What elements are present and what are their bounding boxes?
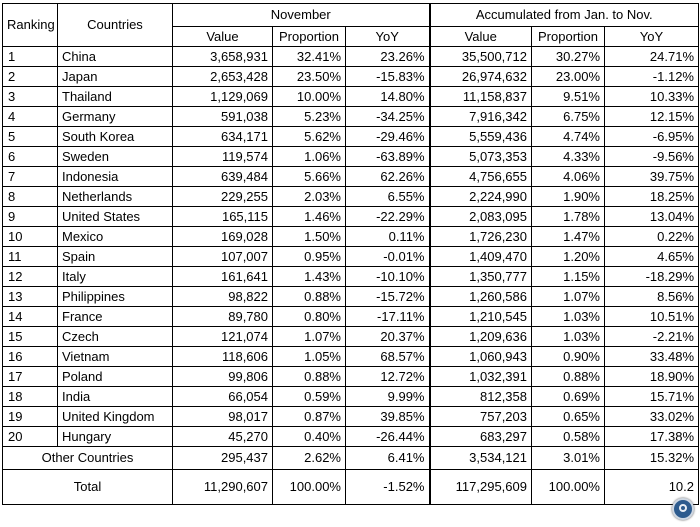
- cell-nov-value: 2,653,428: [173, 67, 273, 87]
- sales-ranking-table: [2, 3, 699, 505]
- header-ranking: Ranking: [3, 4, 58, 47]
- table-body: [3, 47, 699, 447]
- cell-nov-yoy: -10.10%: [346, 267, 430, 287]
- cell-acc-yoy: 15.71%: [605, 387, 699, 407]
- cell-nov-value: 3,658,931: [173, 47, 273, 67]
- cell-acc-value: 4,756,655: [430, 167, 532, 187]
- cell-rank: 9: [3, 207, 58, 227]
- cell-country: France: [58, 307, 173, 327]
- cell-nov-value: 591,038: [173, 107, 273, 127]
- cell-acc-proportion: 1.47%: [532, 227, 605, 247]
- other-label: Other Countries: [3, 447, 173, 470]
- cell-country: Philippines: [58, 287, 173, 307]
- cell-acc-yoy: -18.29%: [605, 267, 699, 287]
- cell-nov-value: 98,017: [173, 407, 273, 427]
- cell-nov-proportion: 0.40%: [273, 427, 346, 447]
- table-row: [3, 247, 699, 267]
- cell-acc-proportion: 4.06%: [532, 167, 605, 187]
- total-nov-value: 11,290,607: [173, 470, 273, 505]
- cell-acc-value: 757,203: [430, 407, 532, 427]
- header-nov-yoy: YoY: [346, 27, 430, 47]
- cell-nov-yoy: 9.99%: [346, 387, 430, 407]
- cell-rank: 16: [3, 347, 58, 367]
- cell-country: Vietnam: [58, 347, 173, 367]
- header-row-top: [3, 4, 699, 27]
- cell-nov-proportion: 1.05%: [273, 347, 346, 367]
- table-row: [3, 347, 699, 367]
- cell-acc-yoy: -6.95%: [605, 127, 699, 147]
- other-nov-yoy: 6.41%: [346, 447, 430, 470]
- cell-nov-value: 229,255: [173, 187, 273, 207]
- cell-acc-value: 1,032,391: [430, 367, 532, 387]
- cell-nov-value: 161,641: [173, 267, 273, 287]
- cell-acc-proportion: 0.65%: [532, 407, 605, 427]
- cell-country: Indonesia: [58, 167, 173, 187]
- cell-acc-value: 11,158,837: [430, 87, 532, 107]
- cell-acc-proportion: 4.33%: [532, 147, 605, 167]
- cell-rank: 3: [3, 87, 58, 107]
- total-acc-yoy: 10.2: [605, 470, 699, 505]
- cell-nov-value: 639,484: [173, 167, 273, 187]
- cell-country: Germany: [58, 107, 173, 127]
- cell-nov-yoy: 68.57%: [346, 347, 430, 367]
- cell-acc-proportion: 0.58%: [532, 427, 605, 447]
- cell-country: United States: [58, 207, 173, 227]
- cell-nov-proportion: 1.50%: [273, 227, 346, 247]
- cell-acc-yoy: 33.48%: [605, 347, 699, 367]
- cell-acc-yoy: 10.33%: [605, 87, 699, 107]
- table-row: [3, 407, 699, 427]
- cell-nov-value: 118,606: [173, 347, 273, 367]
- cell-country: Thailand: [58, 87, 173, 107]
- cell-rank: 10: [3, 227, 58, 247]
- cell-nov-yoy: -34.25%: [346, 107, 430, 127]
- cell-nov-proportion: 0.87%: [273, 407, 346, 427]
- cell-acc-value: 683,297: [430, 427, 532, 447]
- cell-nov-value: 98,822: [173, 287, 273, 307]
- cell-nov-value: 45,270: [173, 427, 273, 447]
- cell-acc-yoy: -9.56%: [605, 147, 699, 167]
- cell-acc-proportion: 4.74%: [532, 127, 605, 147]
- cell-country: Czech: [58, 327, 173, 347]
- total-nov-yoy: -1.52%: [346, 470, 430, 505]
- table-row: [3, 67, 699, 87]
- cell-country: Spain: [58, 247, 173, 267]
- cell-nov-value: 634,171: [173, 127, 273, 147]
- cell-acc-proportion: 1.03%: [532, 307, 605, 327]
- cell-rank: 19: [3, 407, 58, 427]
- header-acc-value: Value: [430, 27, 532, 47]
- table-row: [3, 47, 699, 67]
- cell-nov-yoy: -63.89%: [346, 147, 430, 167]
- cell-nov-proportion: 1.07%: [273, 327, 346, 347]
- header-acc-yoy: YoY: [605, 27, 699, 47]
- cell-nov-proportion: 0.88%: [273, 367, 346, 387]
- total-nov-proportion: 100.00%: [273, 470, 346, 505]
- cell-rank: 14: [3, 307, 58, 327]
- cell-nov-yoy: -22.29%: [346, 207, 430, 227]
- table-row: [3, 127, 699, 147]
- table-row: [3, 227, 699, 247]
- table-row: [3, 167, 699, 187]
- table-row: [3, 307, 699, 327]
- cell-rank: 12: [3, 267, 58, 287]
- cell-acc-yoy: 0.22%: [605, 227, 699, 247]
- total-label: Total: [3, 470, 173, 505]
- cell-acc-proportion: 1.78%: [532, 207, 605, 227]
- cell-country: Mexico: [58, 227, 173, 247]
- cell-nov-yoy: 6.55%: [346, 187, 430, 207]
- cell-nov-yoy: -17.11%: [346, 307, 430, 327]
- cell-acc-value: 2,224,990: [430, 187, 532, 207]
- cell-acc-yoy: 17.38%: [605, 427, 699, 447]
- cell-country: Netherlands: [58, 187, 173, 207]
- cell-acc-proportion: 1.03%: [532, 327, 605, 347]
- cell-nov-proportion: 32.41%: [273, 47, 346, 67]
- cell-nov-yoy: -15.83%: [346, 67, 430, 87]
- cell-acc-value: 1,726,230: [430, 227, 532, 247]
- table-row: [3, 267, 699, 287]
- cell-rank: 20: [3, 427, 58, 447]
- other-countries-row: [3, 447, 699, 470]
- cell-nov-value: 1,129,069: [173, 87, 273, 107]
- table-row: [3, 427, 699, 447]
- cell-acc-value: 26,974,632: [430, 67, 532, 87]
- cell-rank: 15: [3, 327, 58, 347]
- cell-acc-yoy: 10.51%: [605, 307, 699, 327]
- cell-nov-proportion: 5.62%: [273, 127, 346, 147]
- cell-acc-value: 1,210,545: [430, 307, 532, 327]
- cell-country: Italy: [58, 267, 173, 287]
- other-acc-proportion: 3.01%: [532, 447, 605, 470]
- cell-nov-yoy: -26.44%: [346, 427, 430, 447]
- cell-country: Hungary: [58, 427, 173, 447]
- cell-rank: 7: [3, 167, 58, 187]
- cell-nov-value: 165,115: [173, 207, 273, 227]
- cell-rank: 5: [3, 127, 58, 147]
- cell-acc-yoy: 13.04%: [605, 207, 699, 227]
- cell-nov-value: 66,054: [173, 387, 273, 407]
- cell-acc-proportion: 0.90%: [532, 347, 605, 367]
- table-row: [3, 287, 699, 307]
- cell-nov-value: 119,574: [173, 147, 273, 167]
- cell-acc-proportion: 6.75%: [532, 107, 605, 127]
- total-acc-proportion: 100.00%: [532, 470, 605, 505]
- cell-rank: 18: [3, 387, 58, 407]
- cell-nov-yoy: 62.26%: [346, 167, 430, 187]
- cell-acc-value: 2,083,095: [430, 207, 532, 227]
- cell-acc-value: 1,209,636: [430, 327, 532, 347]
- cell-nov-proportion: 5.66%: [273, 167, 346, 187]
- cell-acc-yoy: -2.21%: [605, 327, 699, 347]
- table-row: [3, 187, 699, 207]
- cell-acc-value: 1,409,470: [430, 247, 532, 267]
- cell-acc-proportion: 30.27%: [532, 47, 605, 67]
- table-row: [3, 207, 699, 227]
- table-row: [3, 327, 699, 347]
- cell-acc-yoy: 24.71%: [605, 47, 699, 67]
- cell-nov-value: 121,074: [173, 327, 273, 347]
- cell-nov-yoy: 20.37%: [346, 327, 430, 347]
- cell-nov-proportion: 1.46%: [273, 207, 346, 227]
- cell-rank: 1: [3, 47, 58, 67]
- cell-nov-proportion: 1.43%: [273, 267, 346, 287]
- cell-rank: 6: [3, 147, 58, 167]
- cell-acc-value: 1,350,777: [430, 267, 532, 287]
- table-row: [3, 147, 699, 167]
- cell-nov-proportion: 0.95%: [273, 247, 346, 267]
- cell-acc-proportion: 0.88%: [532, 367, 605, 387]
- cell-nov-proportion: 1.06%: [273, 147, 346, 167]
- header-nov-value: Value: [173, 27, 273, 47]
- cell-country: Japan: [58, 67, 173, 87]
- cell-acc-yoy: 39.75%: [605, 167, 699, 187]
- cell-acc-proportion: 1.15%: [532, 267, 605, 287]
- cell-acc-proportion: 23.00%: [532, 67, 605, 87]
- table-row: [3, 87, 699, 107]
- cell-acc-proportion: 9.51%: [532, 87, 605, 107]
- cell-nov-proportion: 23.50%: [273, 67, 346, 87]
- table-row: [3, 107, 699, 127]
- circle-badge-icon[interactable]: [672, 498, 694, 520]
- cell-acc-value: 5,073,353: [430, 147, 532, 167]
- cell-acc-yoy: 18.90%: [605, 367, 699, 387]
- header-countries: Countries: [58, 4, 173, 47]
- cell-nov-value: 169,028: [173, 227, 273, 247]
- cell-nov-yoy: -15.72%: [346, 287, 430, 307]
- total-row: [3, 470, 699, 505]
- other-acc-value: 3,534,121: [430, 447, 532, 470]
- cell-country: China: [58, 47, 173, 67]
- cell-country: Poland: [58, 367, 173, 387]
- cell-acc-yoy: 12.15%: [605, 107, 699, 127]
- cell-nov-yoy: 0.11%: [346, 227, 430, 247]
- cell-nov-yoy: 14.80%: [346, 87, 430, 107]
- cell-nov-value: 107,007: [173, 247, 273, 267]
- cell-nov-proportion: 0.80%: [273, 307, 346, 327]
- cell-nov-yoy: 39.85%: [346, 407, 430, 427]
- cell-nov-proportion: 0.88%: [273, 287, 346, 307]
- cell-acc-value: 7,916,342: [430, 107, 532, 127]
- cell-country: South Korea: [58, 127, 173, 147]
- cell-acc-yoy: 8.56%: [605, 287, 699, 307]
- cell-rank: 2: [3, 67, 58, 87]
- total-acc-value: 117,295,609: [430, 470, 532, 505]
- cell-nov-value: 99,806: [173, 367, 273, 387]
- cell-rank: 8: [3, 187, 58, 207]
- cell-country: India: [58, 387, 173, 407]
- cell-acc-yoy: 33.02%: [605, 407, 699, 427]
- header-accumulated: Accumulated from Jan. to Nov.: [430, 4, 699, 27]
- cell-acc-proportion: 1.07%: [532, 287, 605, 307]
- cell-acc-proportion: 0.69%: [532, 387, 605, 407]
- cell-nov-proportion: 0.59%: [273, 387, 346, 407]
- header-november: November: [173, 4, 430, 27]
- cell-acc-value: 5,559,436: [430, 127, 532, 147]
- table-row: [3, 367, 699, 387]
- cell-acc-value: 1,260,586: [430, 287, 532, 307]
- cell-acc-proportion: 1.90%: [532, 187, 605, 207]
- cell-rank: 17: [3, 367, 58, 387]
- cell-acc-value: 1,060,943: [430, 347, 532, 367]
- cell-nov-yoy: -29.46%: [346, 127, 430, 147]
- cell-country: Sweden: [58, 147, 173, 167]
- other-nov-proportion: 2.62%: [273, 447, 346, 470]
- cell-acc-yoy: 4.65%: [605, 247, 699, 267]
- cell-rank: 13: [3, 287, 58, 307]
- cell-rank: 11: [3, 247, 58, 267]
- cell-rank: 4: [3, 107, 58, 127]
- cell-nov-proportion: 5.23%: [273, 107, 346, 127]
- cell-nov-yoy: 23.26%: [346, 47, 430, 67]
- cell-nov-value: 89,780: [173, 307, 273, 327]
- other-acc-yoy: 15.32%: [605, 447, 699, 470]
- other-nov-value: 295,437: [173, 447, 273, 470]
- cell-nov-proportion: 2.03%: [273, 187, 346, 207]
- header-acc-proportion: Proportion: [532, 27, 605, 47]
- cell-country: United Kingdom: [58, 407, 173, 427]
- header-nov-proportion: Proportion: [273, 27, 346, 47]
- cell-nov-proportion: 10.00%: [273, 87, 346, 107]
- cell-acc-proportion: 1.20%: [532, 247, 605, 267]
- cell-acc-value: 812,358: [430, 387, 532, 407]
- cell-acc-yoy: -1.12%: [605, 67, 699, 87]
- cell-acc-yoy: 18.25%: [605, 187, 699, 207]
- cell-acc-value: 35,500,712: [430, 47, 532, 67]
- cell-nov-yoy: -0.01%: [346, 247, 430, 267]
- table-row: [3, 387, 699, 407]
- cell-nov-yoy: 12.72%: [346, 367, 430, 387]
